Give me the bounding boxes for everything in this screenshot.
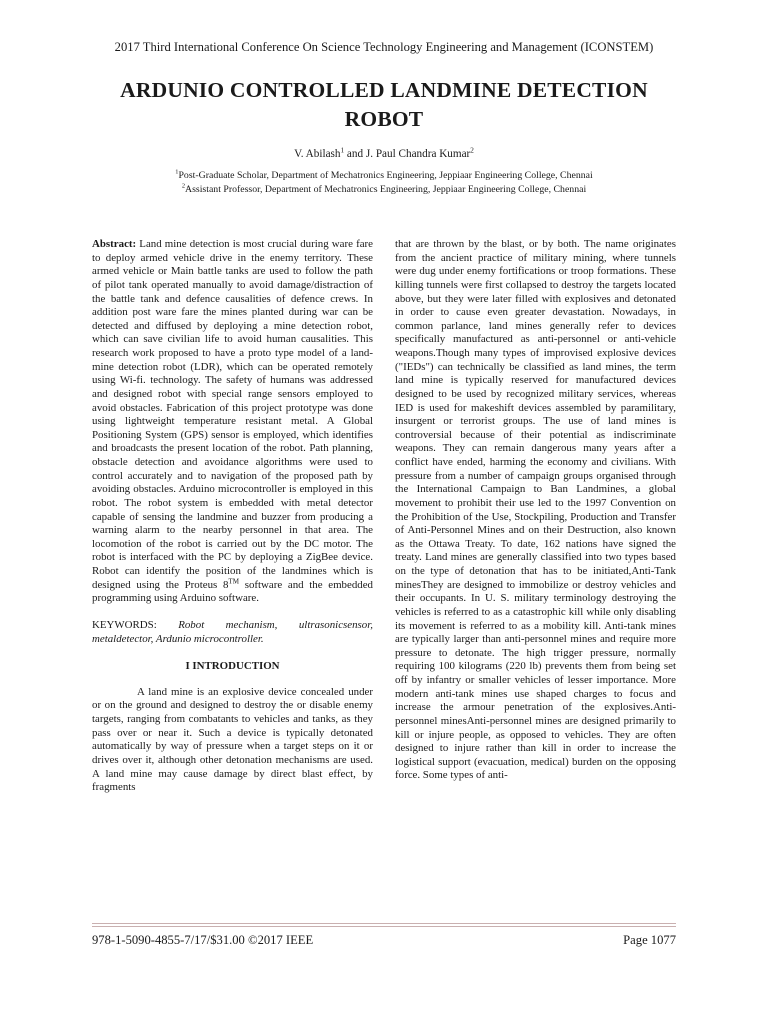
affiliation-1: [0, 170, 768, 181]
author-2-superscript: 2: [470, 146, 474, 155]
right-column: [395, 238, 676, 783]
authors-conjunction: and: [344, 148, 366, 160]
paper-title: [60, 76, 708, 134]
footer-rule-top: [92, 923, 676, 924]
author-1-superscript: 1: [340, 146, 345, 155]
abstract-text-part-1: Land mine detection is most crucial during ware fare to deploy armed vehicle drive in the enemy territory. These armed vehicle or Main battle tanks are used to follow the path of pilot tank operated manually to avoid damage/distraction of the battle tank and defence causalities of defence crews. In addition post ware fare the mines planted during war can be detected and diffused by deploying a mine detection robot, which can save civilian life to avoid human causalities. This research work proposed to have a proto type model of a land-mine detection robot (LDR), which can be operated remotely using Wi-fi. technology. The safety of humans was addressed and designed robot with special range sensors employed to avoid obstacles. Fabrication of this project prototype was done using lightweight temperature resistant metal. A Global Positioning System (GPS) sensor is employed, which identifies and broadcasts the present location of the robot. Path planning, obstacle detection and avoidance algorithms were used to control accurately and to navigation of the proposed path by avoiding obstacles. Arduino microcontroller is employed in this robot. The robot system is embedded with metal detector capable of sensing the landmine and buzzer from producing a warning alarm to the nearby personnel in that area. The locomotion of the robot is carried out by the DC motor. The robot is interfaced with the PC by deploying a ZigBee device. Robot can identify the position of the landmines which is designed using the Proteus 8: [92, 238, 373, 591]
section-heading-introduction: I INTRODUCTION: [185, 660, 280, 673]
abstract-text-part-2: software and the embedded programming using Arduino software.: [92, 578, 373, 605]
footer-copyright: 978-1-5090-4855-7/17/$31.00 ©2017 IEEE: [92, 933, 314, 947]
footer-page-number: Page 1077: [623, 933, 676, 947]
footer-rule-bottom: [92, 926, 676, 927]
keywords-paragraph: [92, 619, 373, 646]
keywords-text: Robot mechanism, ultrasonicsensor, metaldetector, Ardunio microcontroller.: [92, 618, 373, 645]
affiliation-2-superscript: 2: [181, 182, 185, 190]
author-1: V. Abilash: [294, 148, 341, 160]
right-column-paragraph: that are thrown by the blast, or by both. The name originates from the ancient practice of military mining, where tunnels were dug under enemy fortifications or troop formations. These killing tunnels were first collapsed to destroy the targets located above, but they were later filled with explosives and detonated in order to cause even greater devastation. Nowadays, in common parlance, land mines generally refer to devices specifically manufactured as anti-personnel or anti-vehicle weapons.Though many types of improvised explosive devices ("IEDs") can technically be classified as land mines, the term land mine is typically reserved for manufactured devices designed to be used by recognized military services, whereas IED is used for makeshift devices assembled by paramilitary, insurgent or terrorist groups. The use of land mines is controversial because of their potential as indiscriminate weapons. They can remain dangerous many years after a conflict have ended, harming the economy and civilians. With pressure from a number of campaign groups organised through the International Campaign to Ban Landmines, a global movement to prohibit their use led to the 1997 Convention on the Prohibition of the Use, Stockpiling, Production and Transfer of Anti-Personnel Mines and on their Destruction, also known as the Ottawa Treaty. To date, 162 nations have signed the treaty. Land mines are generally classified into two types based on the type of detonation that has to be initiated,Anti-Tank minesThey are designed to immobilize or destroy vehicles and their occupants. In U. S. military terminology destroying the vehicles is referred to as a catastrophic kill while only disabling its movement is referred to as a mobility kill. Anti-tank mines are typically larger than anti-personnel mines and require more pressure to detonate. The high trigger pressure, normally requiring 100 kilograms (220 lb) prevents them from being set off by infantry or smaller vehicles of lesser importance. More modern anti-tank mines use shaped charges to focus and increase the armour penetration of the explosives.Anti-personnel minesAnti-personnel mines are designed primarily to kill or injure people, as opposed to vehicles. They are often designed to injure rather than kill in order to increase the logistical support (evacuation, medical) burden on the opposing force. Some types of anti-: [395, 238, 676, 782]
paper-title-line-1: ARDUNIO CONTROLLED LANDMINE DETECTION: [120, 78, 648, 102]
trademark-superscript: TM: [228, 577, 240, 585]
affiliation-1-text: Post-Graduate Scholar, Department of Mechatronics Engineering, Jeppiaar Engineering College, Chennai: [178, 170, 593, 181]
conference-header: 2017 Third International Conference On Science Technology Engineering and Management (ICONSTEM): [114, 40, 654, 54]
affiliation-1-superscript: 1: [175, 168, 179, 176]
author-2: J. Paul Chandra Kumar: [365, 148, 471, 160]
affiliation-2-text: Assistant Professor, Department of Mechatronics Engineering, Jeppiaar Engineering College, Chennai: [185, 184, 587, 195]
abstract-label: Abstract:: [92, 238, 137, 250]
keywords-label: KEYWORDS:: [92, 618, 179, 631]
paper-title-line-2: ROBOT: [344, 107, 424, 131]
affiliation-2: [0, 184, 768, 195]
left-column: [92, 238, 373, 795]
authors-line: [0, 148, 768, 160]
abstract-paragraph: [92, 238, 373, 606]
introduction-paragraph: A land mine is an explosive device concealed under or on the ground and designed to destroy the or disable enemy targets, ranging from combatants to vehicles and tanks, as they pass over or near it. Such a device is typically detonated automatically by way of pressure when a target steps on it or drives over it, although other detonation mechanisms are used. A land mine may cause damage by direct blast effect, by fragments: [92, 685, 373, 794]
